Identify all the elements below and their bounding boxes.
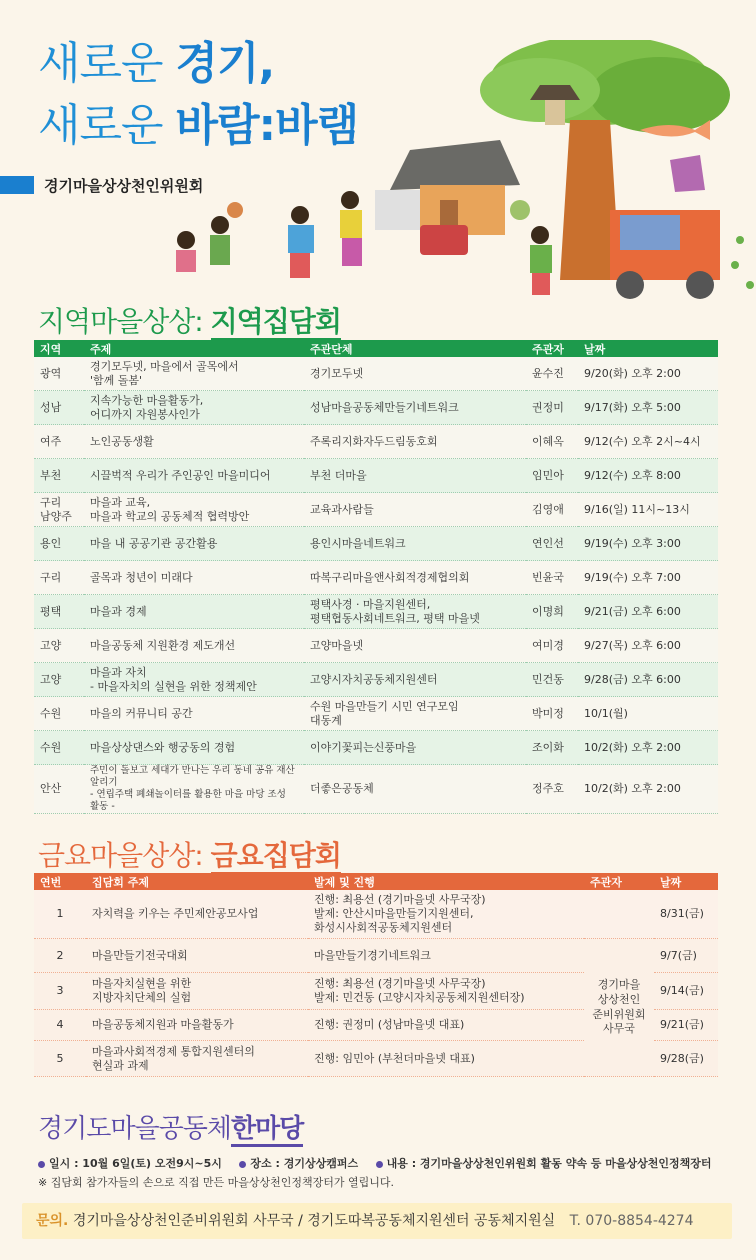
cell-date: 9/12(수) 오후 2시~4시 [578,425,718,459]
cell-host: 윤수진 [526,357,578,391]
bullet-icon [38,1161,45,1168]
table-row [34,561,718,595]
regional-table [34,340,718,814]
cell-topic: 마을의 커뮤니티 공간 [84,697,304,731]
table-row [34,527,718,561]
cell-host: 임민아 [526,459,578,493]
cell-topic: 지속가능한 마을활동가, 어디까지 자원봉사인가 [84,391,304,425]
title-emphasis: 지역집담회 [211,305,341,341]
cell-no: 5 [34,1041,86,1077]
cell-topic: 마을상상댄스와 행궁동의 경험 [84,731,304,765]
org-accent-bar [0,176,34,194]
cell-host: 김영애 [526,493,578,527]
table-header [34,873,718,890]
cell-org: 이야기꽃피는신풍마을 [304,731,526,765]
cell-region: 평택 [34,595,84,629]
event-info [38,1155,726,1171]
cell-org: 더좋은공동체 [304,765,526,814]
cell-host-empty [584,890,654,939]
cell-org: 고양시자치공동체지원센터 [304,663,526,697]
friday-table [34,873,718,1077]
headline-part: 새로운 [38,38,176,89]
header-date: 날짜 [578,340,718,357]
table-row [34,629,718,663]
cell-topic: 마을과 경제 [84,595,304,629]
cell-org: 경기모두넷 [304,357,526,391]
cell-org: 수원 마을만들기 시민 연구모임 대동계 [304,697,526,731]
cell-region: 안산 [34,765,84,814]
cell-no: 4 [34,1010,86,1041]
cell-region: 고양 [34,663,84,697]
cell-host: 정주호 [526,765,578,814]
event-title [38,1108,303,1145]
cell-date: 9/19(수) 오후 7:00 [578,561,718,595]
cell-host: 빈윤국 [526,561,578,595]
cell-topic: 경기모두넷, 마을에서 골목에서 '함께 돌봄' [84,357,304,391]
cell-host: 민건동 [526,663,578,697]
cell-no: 3 [34,973,86,1010]
cell-org: 교육과사람들 [304,493,526,527]
cell-region: 수원 [34,731,84,765]
contact-bar [22,1203,732,1239]
event-date [38,1157,222,1170]
cell-region: 수원 [34,697,84,731]
cell-date: 9/28(금) [654,1041,718,1077]
table-header [34,340,718,357]
table-row [34,595,718,629]
cell-date: 9/19(수) 오후 3:00 [578,527,718,561]
contact-label: 문의. [36,1213,69,1229]
cell-topic: 마을만들기전국대회 [86,939,308,973]
title-part: 금요마을상상: [38,839,211,872]
table-row [34,939,718,973]
cell-date: 10/2(화) 오후 2:00 [578,765,718,814]
cell-host: 여미경 [526,629,578,663]
header-talk: 발제 및 진행 [308,873,584,890]
regional-section-title [38,300,341,340]
cell-topic: 주민이 돌보고 세대가 만나는 우리 동네 공유 재산 알리기 - 연립주택 폐쇄놀이터를 활용한 마을 마당 조성 활동 - [84,765,304,814]
cell-date: 9/20(화) 오후 2:00 [578,357,718,391]
cell-region: 성남 [34,391,84,425]
cell-date: 9/27(목) 오후 6:00 [578,629,718,663]
table-row [34,731,718,765]
cell-topic: 노인공동생활 [84,425,304,459]
cell-talk: 진행: 임민아 (부천더마을넷 대표) [308,1041,584,1077]
cell-topic: 마을과사회적경제 통합지원센터의 현실과 과제 [86,1041,308,1077]
cell-date: 9/21(금) [654,1010,718,1041]
table-row [34,765,718,814]
cell-no: 2 [34,939,86,973]
cell-region: 부천 [34,459,84,493]
cell-topic: 마을과 자치 - 마을자치의 실현을 위한 정책제안 [84,663,304,697]
title-emphasis: 금요집담회 [211,839,341,875]
cell-talk: 진행: 최용선 (경기마을넷 사무국장) 발제: 안산시마을만들기지원센터, 화성시사회적공동체지원센터 [308,890,584,939]
title-part: 경기도마을공동체 [38,1114,231,1144]
headline-emphasis: 경기, [175,38,275,89]
bullet-icon [376,1161,383,1168]
cell-host: 경기마을 상상천인 준비위원회 사무국 [584,939,654,1077]
event-date-text: 일시 : 10월 6일(토) 오전9시~5시 [49,1157,222,1170]
org-name: 경기마을상상천인위원회 [44,177,204,195]
cell-host: 조이화 [526,731,578,765]
cell-region: 구리 남양주 [34,493,84,527]
header-org: 주관단체 [304,340,526,357]
cell-org: 주록리지화자두드림동호회 [304,425,526,459]
cell-region: 여주 [34,425,84,459]
cell-talk: 마을만들기경기네트워크 [308,939,584,973]
cell-topic: 마을과 교육, 마을과 학교의 공동체적 협력방안 [84,493,304,527]
cell-host: 연인선 [526,527,578,561]
cell-region: 구리 [34,561,84,595]
event-content [376,1157,712,1170]
event-place-text: 장소 : 경기상상캠퍼스 [250,1157,359,1170]
bullet-icon [239,1161,246,1168]
title-part: 지역마을상상: [38,305,211,338]
cell-date: 10/1(월) [578,697,718,731]
cell-talk: 진행: 최용선 (경기마을넷 사무국장) 발제: 민건동 (고양시자치공동체지원센터장) [308,973,584,1010]
cell-date: 8/31(금) [654,890,718,939]
cell-date: 9/17(화) 오후 5:00 [578,391,718,425]
cell-region: 용인 [34,527,84,561]
cell-topic: 마을 내 공공기관 공간활용 [84,527,304,561]
cell-org: 고양마을넷 [304,629,526,663]
title-emphasis: 한마당 [231,1114,303,1147]
cell-org: 성남마을공동체만들기네트워크 [304,391,526,425]
table-row [34,890,718,939]
event-note: ※ 집담회 참가자들의 손으로 직접 만든 마을상상천인정책장터가 열립니다. [38,1176,394,1189]
contact-text: 경기마을상상천인준비위원회 사무국 / 경기도따복공동체지원센터 공동체지원실 [72,1213,556,1229]
cell-org: 따복구리마을앤사회적경제협의회 [304,561,526,595]
header-topic: 주제 [84,340,304,357]
cell-date: 9/12(수) 오후 8:00 [578,459,718,493]
header-host: 주관자 [526,340,578,357]
headline-emphasis: 바람:바램 [175,100,359,151]
table-row [34,391,718,425]
cell-host: 박미정 [526,697,578,731]
hero [0,0,756,300]
table-row [34,459,718,493]
cell-region: 광역 [34,357,84,391]
cell-topic: 시끌벅적 우리가 주인공인 마을미디어 [84,459,304,493]
cell-topic: 자치력을 키우는 주민제안공모사업 [86,890,308,939]
header-region: 지역 [34,340,84,357]
cell-org: 용인시마을네트워크 [304,527,526,561]
cell-date: 9/21(금) 오후 6:00 [578,595,718,629]
cell-date: 10/2(화) 오후 2:00 [578,731,718,765]
friday-section-title [38,834,341,874]
header-date: 날짜 [654,873,718,890]
cell-topic: 골목과 청년이 미래다 [84,561,304,595]
event-content-text: 내용 : 경기마을상상천인위원회 활동 약속 등 마을상상천인정책장터 [386,1157,712,1170]
cell-topic: 마을공동체 지원환경 제도개선 [84,629,304,663]
table-row [34,697,718,731]
cell-talk: 진행: 권정미 (성남마을넷 대표) [308,1010,584,1041]
cell-host: 이혜옥 [526,425,578,459]
cell-date: 9/28(금) 오후 6:00 [578,663,718,697]
cell-host: 이명희 [526,595,578,629]
table-row [34,663,718,697]
header-topic: 집담회 주제 [86,873,308,890]
table-row [34,425,718,459]
cell-date: 9/16(일) 11시~13시 [578,493,718,527]
header-host: 주관자 [584,873,654,890]
table-row [34,357,718,391]
cell-org: 평택사경 · 마을지원센터, 평택협동사회네트워크, 평택 마을넷 [304,595,526,629]
cell-topic: 마을자치실현을 위한 지방자치단체의 실험 [86,973,308,1010]
contact-phone: T. 070-8854-4274 [569,1213,694,1229]
header-no: 연번 [34,873,86,890]
headline-part: 새로운 [38,100,176,151]
cell-no: 1 [34,890,86,939]
cell-topic: 마을공동체지원과 마을활동가 [86,1010,308,1041]
cell-region: 고양 [34,629,84,663]
cell-org: 부천 더마을 [304,459,526,493]
table-row [34,493,718,527]
cell-host: 권정미 [526,391,578,425]
village-illustration [140,40,756,310]
cell-date: 9/7(금) [654,939,718,973]
event-place [239,1157,358,1170]
cell-date: 9/14(금) [654,973,718,1010]
